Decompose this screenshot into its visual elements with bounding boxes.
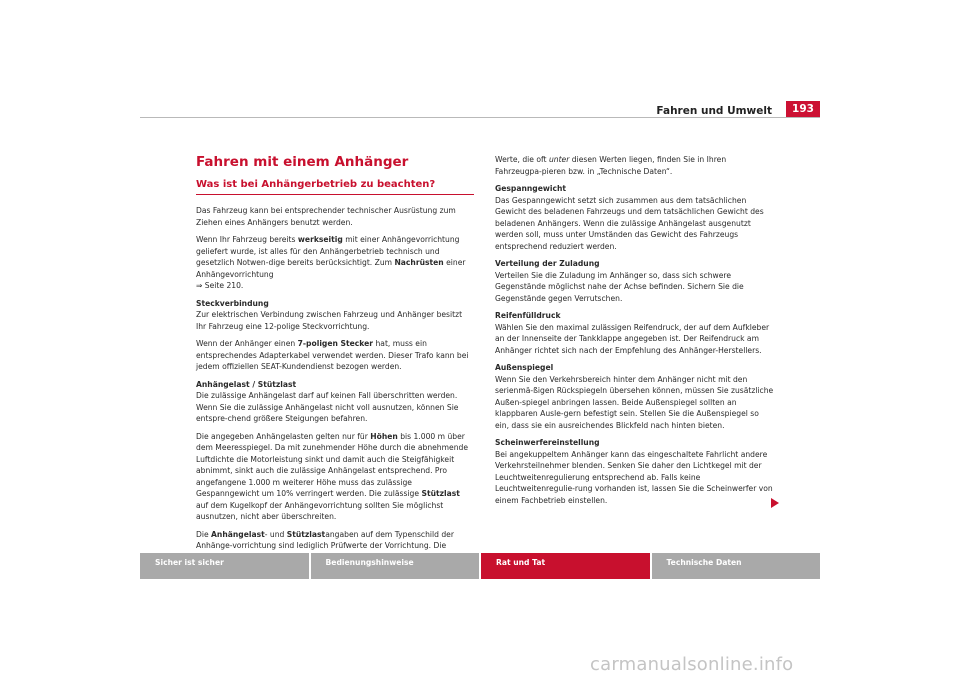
text-span: Wenn Ihr Fahrzeug bereits — [196, 235, 298, 244]
text-span: Wählen Sie den maximal zulässigen Reifendruck, der auf dem Aufkleber an der Innenseite der Tankklappe angegeben ist. Der Reifendruck am Anhänger richtet sich nach der Empfehlung des Anhänger-Herstellers. — [495, 322, 770, 355]
chapter-title: Fahren und Umwelt — [656, 105, 772, 117]
bold-term: Stützlast — [286, 529, 326, 539]
text-span: diesen Werten liegen, finden Sie in Ihren Fahrzeugpa-pieren bzw. in „Technische Daten“. — [495, 155, 727, 176]
tab-sicher-ist-sicher[interactable]: Sicher ist sicher — [140, 553, 309, 579]
text-span: bis 1.000 m über dem Meeresspiegel. Da mit zunehmender Höhe durch die abnehmende Luftdichte die Motorleistung sinkt und damit auch die Steigfähigkeit abnimmt, sinkt auch die zulässige Anhängelast entsprechend. Pro angefangene 1.000 m weiterer Höhe muss das zulässige Gespanngewicht um 10% verringert werden. Die zulässige — [196, 431, 468, 498]
text-span: mit einer Anhängevorrichtung geliefert wurde, ist alles für den Anhängerbetrieb technisch und gesetzlich Notwen-dige bereits berücksichtigt. Zum — [196, 235, 460, 267]
text-span: - und — [264, 529, 287, 539]
tab-technische-daten[interactable]: Technische Daten — [652, 553, 821, 579]
continue-arrow-icon[interactable] — [771, 498, 779, 508]
page-number-badge: 193 — [786, 101, 820, 117]
subheading-anhaengelast: Anhängelast / Stützlast — [196, 379, 297, 389]
left-column — [196, 154, 474, 569]
subheading-reifenfuelldruck: Reifenfülldruck — [495, 311, 561, 320]
text-span: hat, muss ein entsprechendes Adapterkabel verwendet werden. Dieser Trafo kann bei jedem offiziellen SEAT-Kundendienst bezogen werden. — [196, 339, 469, 371]
right-column — [495, 154, 775, 512]
tab-bedienungshinweise[interactable]: Bedienungshinweise — [311, 553, 480, 579]
text-span: Die — [196, 529, 212, 539]
subheading-zuladung: Verteilung der Zuladung — [495, 259, 600, 268]
subheading-scheinwerfer: Scheinwerfereinstellung — [495, 438, 600, 447]
subheading-gespanngewicht: Gespanngewicht — [495, 184, 567, 193]
italic-term: unter — [548, 155, 570, 164]
mirror-paragraph — [495, 362, 775, 431]
altitude-paragraph — [196, 431, 474, 523]
text-span: Zur elektrischen Verbindung zwischen Fahrzeug und Anhänger besitzt Ihr Fahrzeug eine 12-polige Steckvorrichtung. — [196, 310, 463, 331]
bold-term: Höhen — [370, 431, 398, 441]
text-span: Bei angekuppeltem Anhänger kann das eingeschaltete Fahrlicht andere Verkehrsteilnehmer blenden. Senken Sie daher den Lichtkegel mit der Leuchtweitenregulierung entsprechend ab. Falls keine Leuchtweitenregulie-rung vorhanden ist, lassen Sie die Scheinwerfer von einem Fachbetrieb einstellen. — [495, 449, 773, 505]
bold-term: 7-poligen Stecker — [297, 339, 374, 348]
bold-term: werkseitig — [297, 235, 343, 244]
text-span: angaben auf dem Typenschild der Anhänge-vorrichtung sind lediglich Prüfwerte der Vorrichtung. Die — [196, 529, 454, 550]
bold-term: Nachrüsten — [394, 258, 444, 267]
intro-paragraph: Das Fahrzeug kann bei entsprechender technischer Ausrüstung zum Ziehen eines Anhängers benutzt werden. — [196, 206, 456, 227]
bold-term: Stützlast — [421, 489, 460, 498]
adapter-paragraph — [196, 338, 474, 373]
text-span: Das Gespanngewicht setzt sich zusammen aus dem tatsächlichen Gewicht des beladenen Fahrzeugs und dem tatsächlichen Gewicht des beladenen Anhängers. Wenn die zulässige Anhängelast ausgenutzt werden soll, muss unter Umständen das Gewicht des Fahrzeugs entsprechend reduziert werden. — [495, 195, 764, 251]
text-span: einer Anhängevorrichtung — [196, 258, 466, 279]
text-span: Werte, die oft — [495, 155, 549, 164]
headlight-paragraph — [495, 437, 775, 506]
gross-weight-paragraph — [495, 183, 775, 252]
text-span: Verteilen Sie die Zuladung im Anhänger so, dass sich schwere Gegenstände möglichst nahe der Achse befinden. Sichern Sie die Gegenstände gegen Verrutschen. — [495, 270, 744, 303]
section-title: Was ist bei Anhängerbetrieb zu beachten? — [196, 178, 474, 195]
text-span: Wenn der Anhänger einen — [196, 339, 298, 348]
factory-paragraph — [196, 234, 474, 292]
load-distribution-paragraph — [495, 258, 775, 304]
footer-tab-bar — [140, 553, 820, 579]
values-paragraph — [495, 154, 775, 177]
text-span: Wenn Sie den Verkehrsbereich hinter dem Anhänger nicht mit den serienmä-ßigen Rückspiegeln übersehen können, müssen Sie zusätzliche Außen-spiegel anbringen lassen. Beide Außenspiegel sollten an klappbaren Ausle-gern befestigt sein. Stellen Sie die Außenspiegel so ein, dass sie ein ausreichendes Blickfeld nach hinten bieten. — [495, 374, 774, 430]
load-paragraph — [196, 379, 474, 425]
page-reference-link[interactable]: ⇒ Seite 210. — [196, 281, 244, 290]
connector-paragraph — [196, 298, 474, 333]
header-rule — [140, 117, 820, 118]
main-title: Fahren mit einem Anhänger — [196, 154, 409, 170]
watermark: carmanualsonline.info — [590, 654, 794, 675]
text-span: Die zulässige Anhängelast darf auf keinen Fall überschritten werden. Wenn Sie die zulässige Anhängelast nicht voll ausnutzen, können Sie entspre-chend größere Steigungen befahren. — [196, 391, 459, 423]
text-span: Die angegeben Anhängelasten gelten nur für — [196, 431, 371, 441]
text-span: auf dem Kugelkopf der Anhängevorrichtung sollten Sie möglichst ausnutzen, nicht aber überschreiten. — [196, 500, 444, 521]
tab-rat-und-tat[interactable]: Rat und Tat — [481, 553, 650, 579]
subheading-aussenspiegel: Außenspiegel — [495, 363, 554, 372]
bold-term: Anhängelast — [211, 529, 265, 539]
subheading-steckverbindung: Steckverbindung — [196, 298, 269, 308]
tyre-pressure-paragraph — [495, 310, 775, 356]
